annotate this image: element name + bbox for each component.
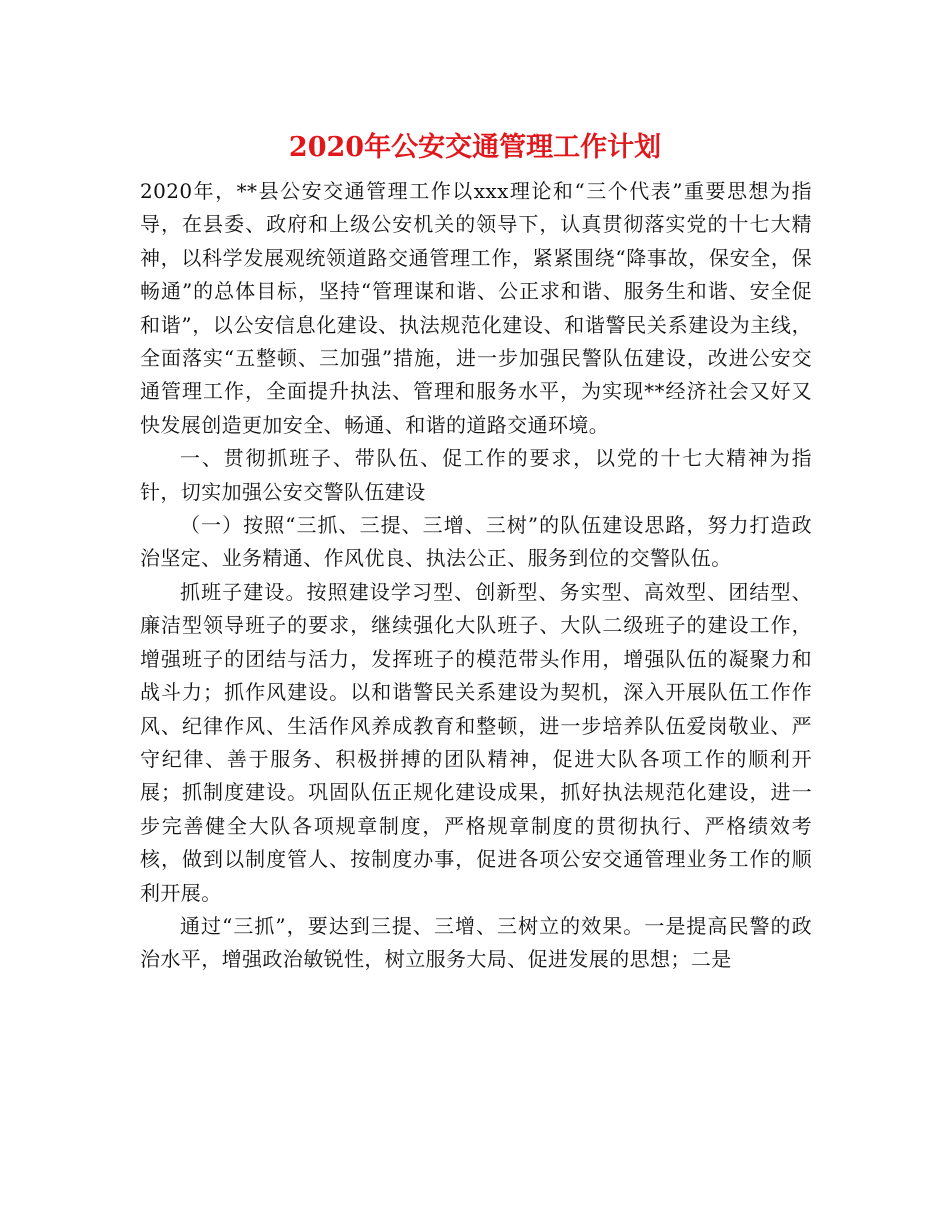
paragraph: 通过“三抓”，要达到三提、三增、三树立的效果。一是提高民警的政治水平，增强政治敏锐性，树立服务大局、促进发展的思想；二是 — [140, 913, 812, 972]
paragraph: 2020年，**县公安交通管理工作以xxx理论和“三个代表”重要思想为指导，在县委、政府和上级公安机关的领导下，认真贯彻落实党的十七大精神，以科学发展观统领道路交通管理工作，紧紧围绕“降事故，保安全，保畅通”的总体目标，坚持“管理谋和谐、公正求和谐、服务生和谐、安全促和谐”，以公安信息化建设、执法规范化建设、和谐警民关系建设为主线，全面落实“五整顿、三加强”措施，进一步加强民警队伍建设，改进公安交通管理工作，全面提升执法、管理和服务水平，为实现**经济社会又好又快发展创造更加安全、畅通、和谐的道路交通环境。 — [140, 179, 812, 437]
document-title: 2020年公安交通管理工作计划 — [288, 132, 662, 163]
document-body — [140, 175, 812, 977]
paragraph: 抓班子建设。按照建设学习型、创新型、务实型、高效型、团结型、廉洁型领导班子的要求，继续强化大队班子、大队二级班子的建设工作，增强班子的团结与活力，发挥班子的模范带头作用，增强队伍的凝聚力和战斗力；抓作风建设。以和谐警民关系建设为契机，深入开展队伍工作作风、纪律作风、生活作风养成教育和整顿，进一步培养队伍爱岗敬业、严守纪律、善于服务、积极拼搏的团队精神，促进大队各项工作的顺利开展；抓制度建设。巩固队伍正规化建设成果，抓好执法规范化建设，进一步完善健全大队各项规章制度，严格规章制度的贯彻执行、严格绩效考核，做到以制度管人、按制度办事，促进各项公安交通管理业务工作的顺利开展。 — [140, 579, 812, 905]
paragraph: 一、贯彻抓班子、带队伍、促工作的要求，以党的十七大精神为指针，切实加强公安交警队伍建设 — [140, 446, 812, 504]
paragraph: （一）按照“三抓、三提、三增、三树”的队伍建设思路，努力打造政治坚定、业务精通、作风优良、执法公正、服务到位的交警队伍。 — [140, 513, 812, 571]
